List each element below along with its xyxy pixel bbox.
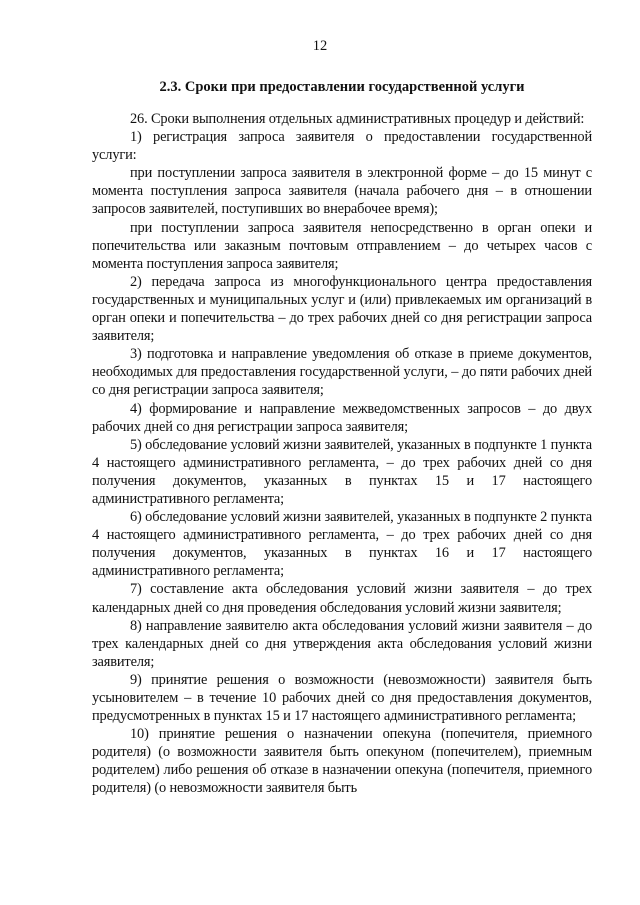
paragraph-item-9: 9) принятие решения о возможности (невозможности) заявителя быть усыновителем – в течение 10 рабочих дней со дня предоставления документов, предусмотренных в пунктах 15 и 17 настоящего административного регламента;: [92, 671, 592, 725]
paragraph-item-6: 6) обследование условий жизни заявителей, указанных в подпункте 2 пункта 4 настоящего административного регламента, – до трех рабочих дней со дня получения документов, указанных в пунктах 16 и 17 настоящего административного регламента;: [92, 509, 592, 580]
paragraph-item-4: 4) формирование и направление межведомственных запросов – до двух рабочих дней со дня регистрации запроса заявителя;: [92, 400, 592, 435]
paragraph-item-7: 7) составление акта обследования условий жизни заявителя – до трех календарных дней со дня проведения обследования условий жизни заявителя;: [92, 581, 592, 616]
section-heading: 2.3. Сроки при предоставлении государственной услуги: [159, 79, 525, 95]
paragraph-item-2: 2) передача запроса из многофункционального центра предоставления государственных и муниципальных услуг и (или) привлекаемых им организаций в орган опеки и попечительства – до трех рабочих дней со дня регистрации запроса заявителя;: [92, 273, 592, 345]
paragraph-item-8: 8) направление заявителю акта обследования условий жизни заявителя – до трех календарных дней со дня утверждения акта обследования условий жизни заявителя;: [92, 617, 592, 670]
paragraph-item-1: 1) регистрация запроса заявителя о предоставлении государственной услуги:: [92, 129, 592, 164]
paragraph-item-1-electronic: при поступлении запроса заявителя в электронной форме – до 15 минут с момента поступления запроса заявителя (начала рабочего дня – в отношении запросов заявителей, поступивших во внерабочее время);: [92, 165, 592, 218]
document-body: [92, 110, 592, 798]
paragraph-item-1-direct: при поступлении запроса заявителя непосредственно в орган опеки и попечительства или заказным почтовым отправлением – до четырех часов с момента поступления запроса заявителя;: [92, 219, 592, 272]
paragraph-item-10: 10) принятие решения о назначении опекуна (попечителя, приемного родителя) (о возможности заявителя быть опекуном (попечителем), приемным родителем) либо решения об отказе в назначении опекуна (попечителя, приемного родителя) (о невозможности заявителя быть: [92, 726, 592, 797]
paragraph-item-5: 5) обследование условий жизни заявителей, указанных в подпункте 1 пункта 4 настоящего административного регламента, – до трех рабочих дней со дня получения документов, указанных в пунктах 15 и 17 настоящего административного регламента;: [92, 436, 592, 507]
paragraph-item-3: 3) подготовка и направление уведомления об отказе в приеме документов, необходимых для предоставления государственной услуги, – до пяти рабочих дней со дня регистрации запроса заявителя;: [92, 346, 592, 399]
paragraph-26-intro: 26. Сроки выполнения отдельных административных процедур и действий:: [130, 111, 585, 127]
page-number: 12: [312, 38, 328, 54]
